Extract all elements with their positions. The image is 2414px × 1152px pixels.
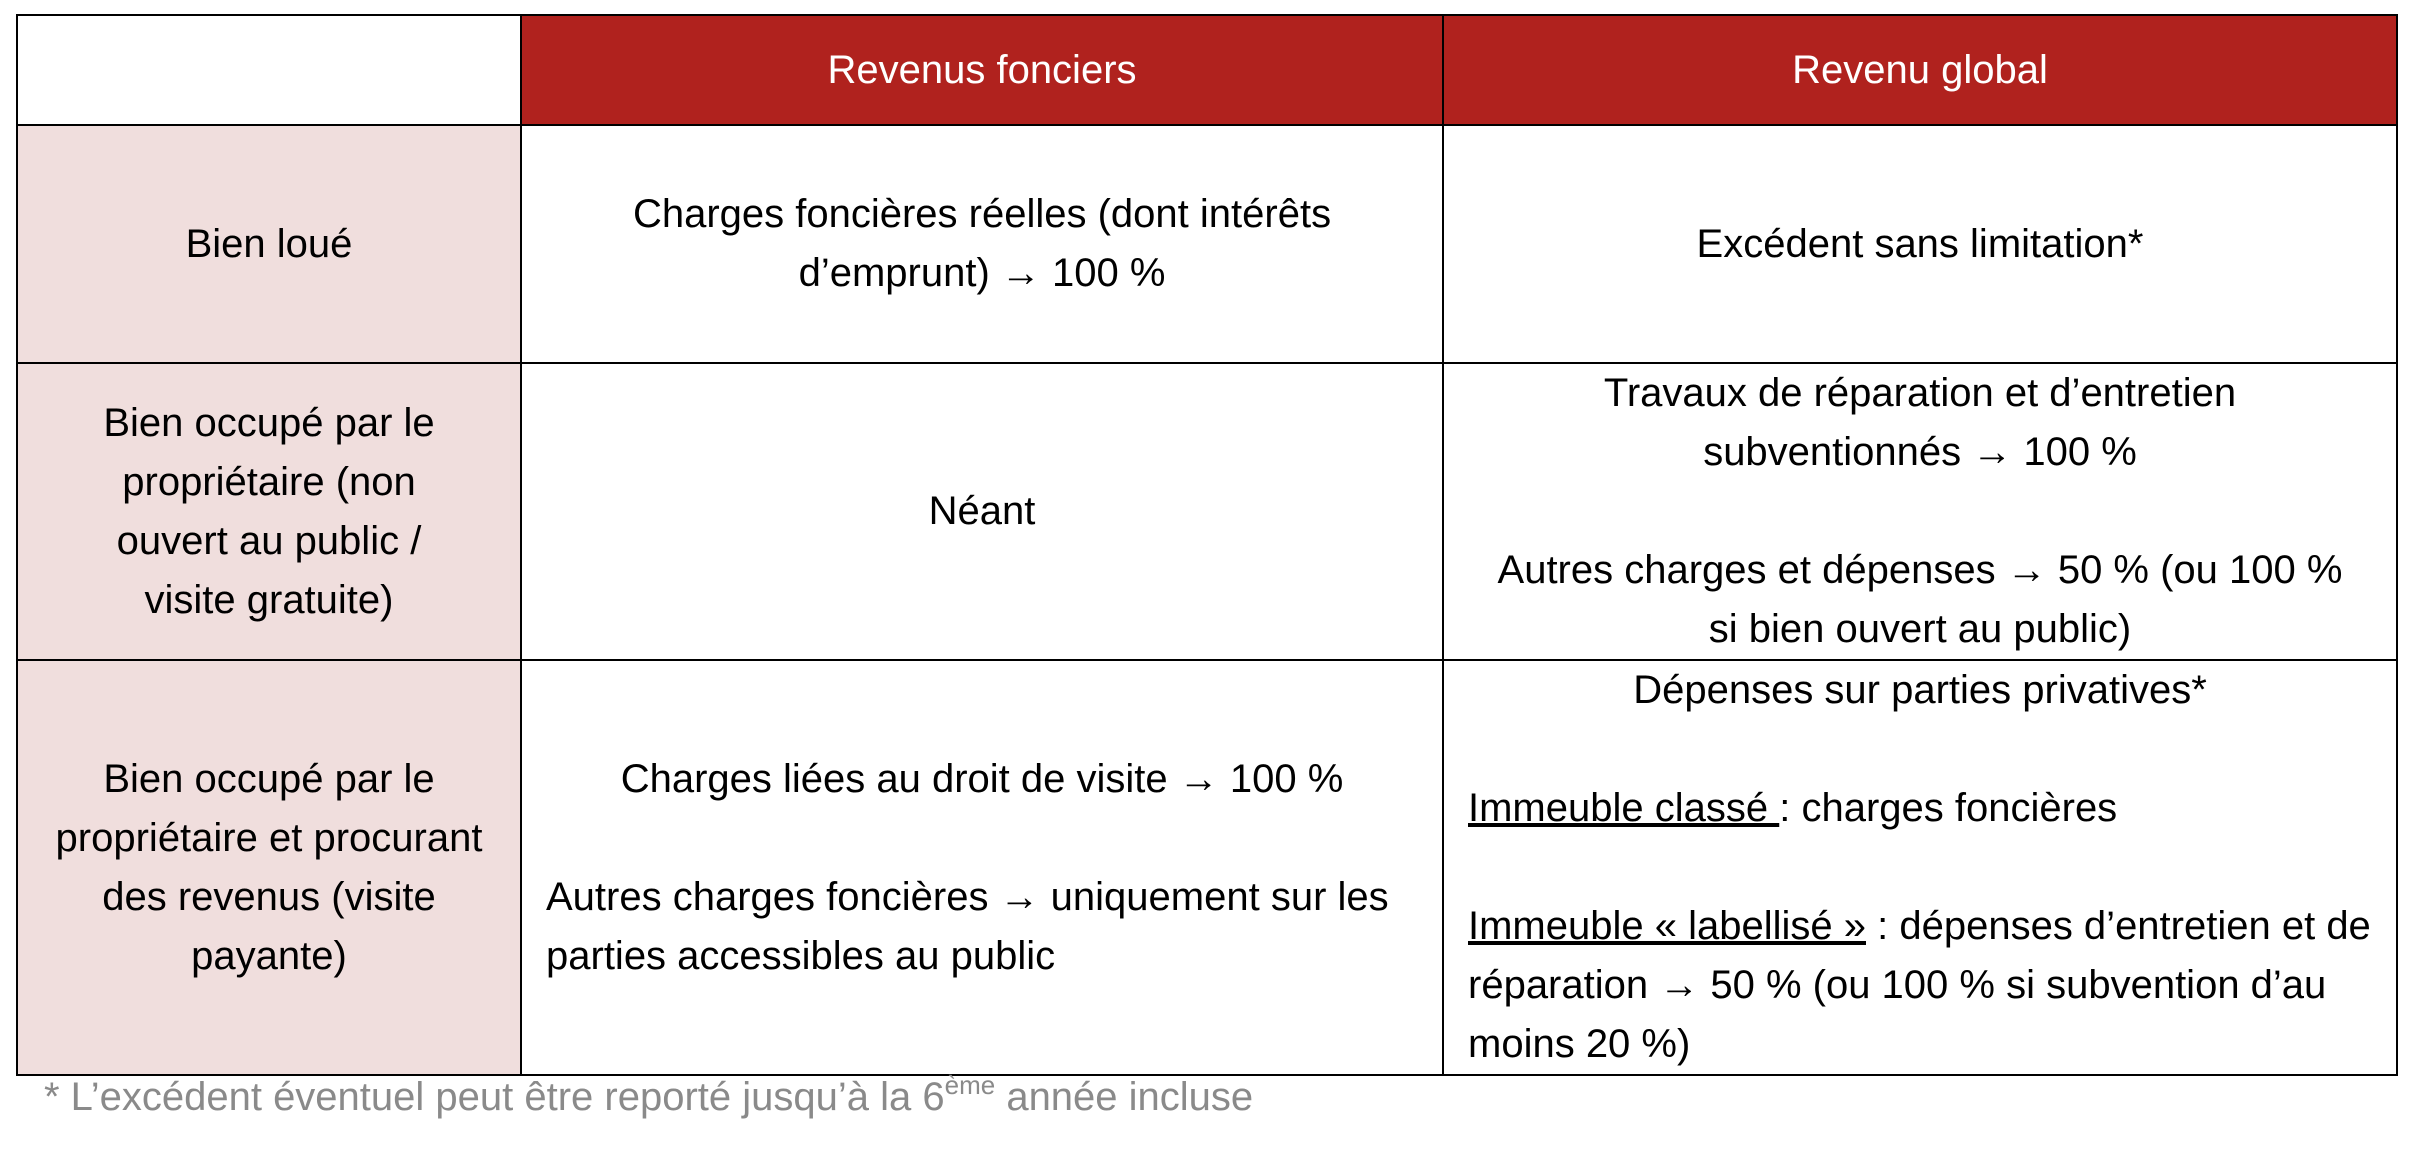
paragraph-gap <box>1468 720 2372 779</box>
foncier-paragraph-autres: Autres charges foncières → uniquement sur les parties accessibles au public <box>546 874 1389 978</box>
global-title-parties-privatives: Dépenses sur parties privatives* <box>1633 668 2207 712</box>
cell-global-visite-payante <box>1443 660 2397 1075</box>
term-immeuble-classe: Immeuble classé <box>1468 786 1780 830</box>
footnote-text: * L’excédent éventuel peut être reporté jusqu’à la 6 <box>44 1075 945 1119</box>
deduction-table <box>16 14 2398 1076</box>
global-paragraph-travaux: Travaux de réparation et d’entretien subventionnés → 100 % <box>1603 371 2237 474</box>
row-label-visite-payante: Bien occupé par le propriétaire et procurant des revenus (visite payante) <box>17 660 521 1075</box>
footnote <box>44 1070 1254 1120</box>
table-row <box>17 660 2397 1075</box>
text-immeuble-labellise: : dépenses d’entretien et de réparation → 50 % (ou 100 % si subvention d’au moins 20 %) <box>1468 904 2371 1066</box>
table-row <box>17 363 2397 660</box>
global-item-immeuble-labellise <box>1468 897 2372 1074</box>
cell-global-bien-loue: Excédent sans limitation* <box>1443 125 2397 363</box>
global-item-immeuble-classe <box>1468 779 2372 838</box>
row-label-bien-loue: Bien loué <box>17 125 521 363</box>
text-immeuble-classe: : charges foncières <box>1779 786 2118 830</box>
cell-foncier-bien-occupe: Néant <box>521 363 1443 660</box>
paragraph-gap <box>546 809 1418 868</box>
term-immeuble-labellise: Immeuble « labellisé » <box>1468 904 1866 948</box>
header-revenu-global: Revenu global <box>1443 15 2397 125</box>
cell-foncier-bien-loue: Charges foncières réelles (dont intérêts d’emprunt) → 100 % <box>521 125 1443 363</box>
foncier-paragraph-droit-visite: Charges liées au droit de visite → 100 % <box>620 756 1344 801</box>
footnote-text-end: année incluse <box>995 1075 1254 1119</box>
header-row <box>17 15 2397 125</box>
cell-foncier-visite-payante <box>521 660 1443 1075</box>
paragraph-gap <box>1480 482 2360 541</box>
header-corner-cell <box>17 15 521 125</box>
header-revenus-fonciers: Revenus fonciers <box>521 15 1443 125</box>
footnote-superscript: ème <box>944 1070 996 1100</box>
global-paragraph-autres: Autres charges et dépenses → 50 % (ou 100 % si bien ouvert au public) <box>1497 548 2343 651</box>
cell-global-bien-occupe <box>1443 363 2397 660</box>
paragraph-gap <box>1468 838 2372 897</box>
row-label-bien-occupe: Bien occupé par le propriétaire (non ouvert au public / visite gratuite) <box>17 363 521 660</box>
table-row <box>17 125 2397 363</box>
